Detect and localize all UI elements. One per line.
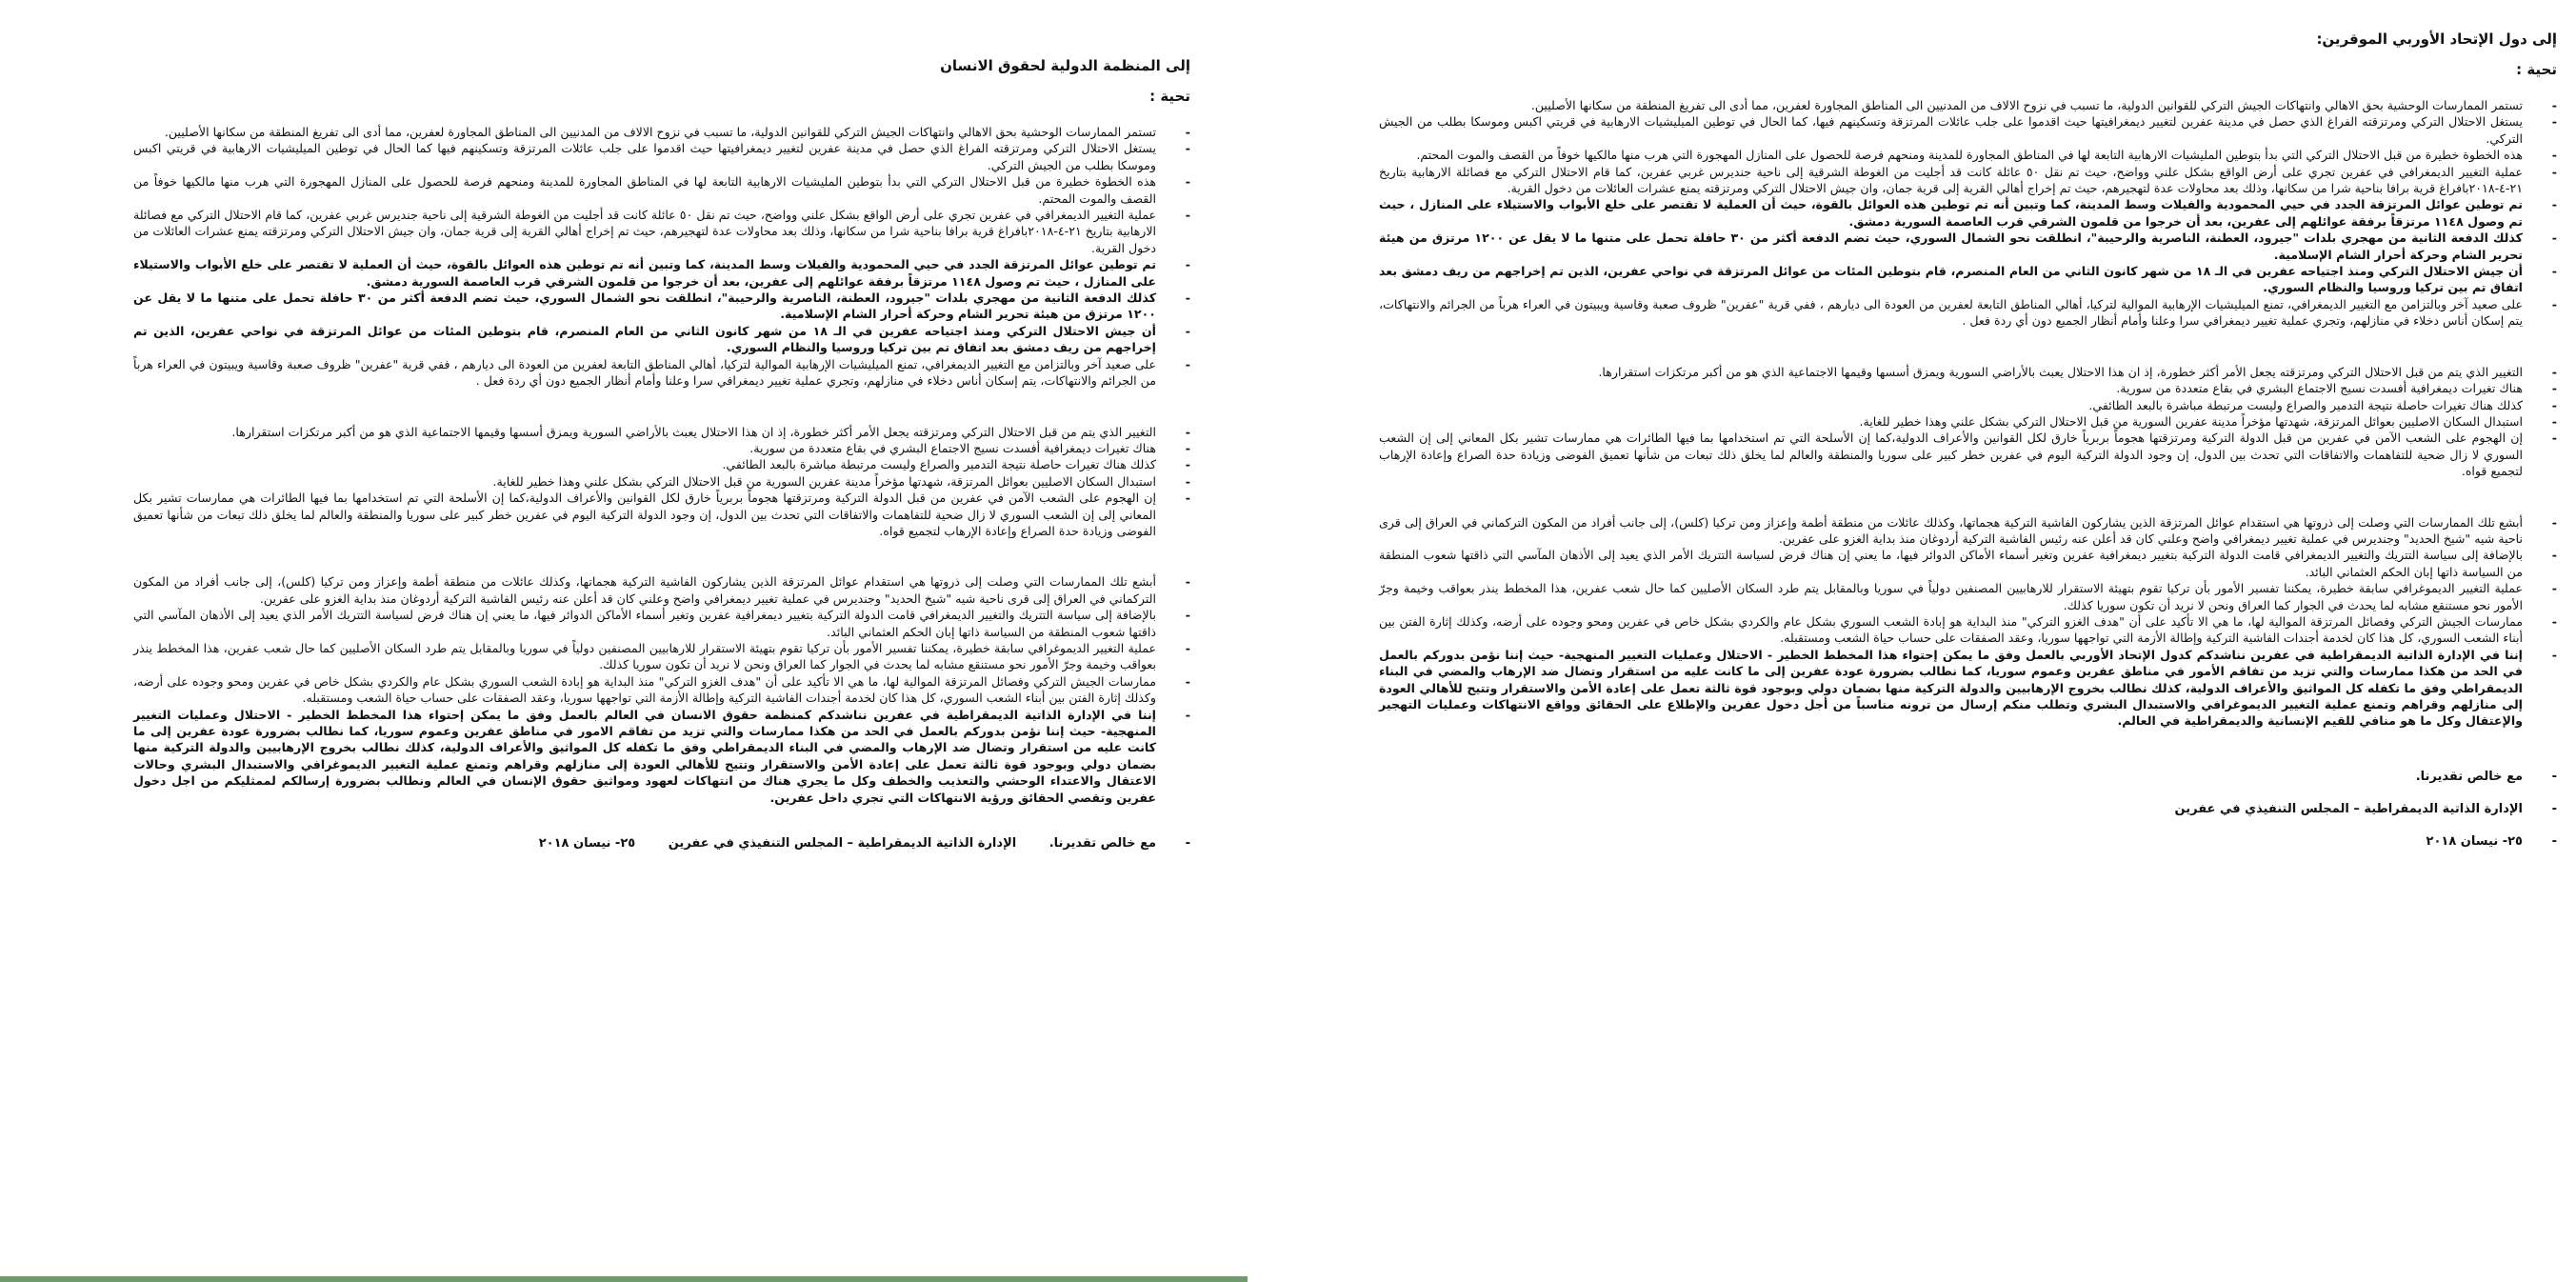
paragraph-item: - ممارسات الجيش التركي وفصائل المرتزقة الموالية لها، ما هي الا تأكيد على أن "هدف الغزو التركي" منذ البداية هو إبادة الشعب السوري بشكل عام والكردي بشكل خاص في عفرين ومحو وجوده على أرضه، وكذلك إثارة الفتن بين أبناء الشعب السوري، كل هذا كان لخدمة أجندات الفاشية التركية وإطالة الأزمة التي تواجهها سوريا، وعقد الصفقات على حساب حياة الشعب ومستقبله. bbox=[133, 673, 1190, 707]
paragraph-item: - استبدال السكان الاصليين بعوائل المرتزقة، شهدتها مؤخراً مدينة عفرين السورية من قبل الاحتلال التركي بشكل علني وهذا خطير للغاية. bbox=[1379, 413, 2557, 430]
paragraph-item: - إن الهجوم على الشعب الآمن في عفرين من قبل الدولة التركية ومرتزقتها هجوماً بربرياً خارق لكل القوانين والأعراف الدولية،كما إن الأسلحة التي تم استخدامها بما فيها الطائرات هي ممارسات تشير بكل المعاني إلى إن الشعب السوري لا زال ضحية للتفاهمات والاتفاقات التي تحدث بين الدول، إن وجود الدولة التركية اليوم في عفرين خطر كبير على سوريا والمنطقة والعالم لما يخلق ذلك تبعات من شأنها تعميق الفوضى وزيادة حدة الصراع وإعادة الإرهاب لتجميع قواه. bbox=[133, 490, 1190, 539]
paragraph-item: - عملية التغيير الديمغرافي في عفرين تجري على أرض الواقع بشكل علني وواضح، حيث تم نقل ٥٠ عائلة كانت قد أجليت من الغوطة الشرقية إلى ناحية جنديرس غربي عفرين، كما قام الاحتلال التركي مع فصائلة الارهابية بتاريخ ٢١-٤-٢٠١٨بافراغ قرية برافا بناحية شرا من سكانها، وذلك بعد محاولات عدة لتهجيرهم، حيث تم إخراج أهالي القرية إلى قرية جمان، وان جيش الاحتلال التركي ومرتزقته يمنع عشرات العائلات من دخول القرية. bbox=[133, 207, 1190, 256]
paragraph-list bbox=[133, 124, 1190, 390]
signature-date: ٢٥- نيسان ٢٠١٨ bbox=[538, 836, 636, 851]
paragraph-item: - كذلك الدفعة الثانية من مهجري بلدات "جيرود، العطنة، الناصرية والرحيبة"، انطلقت نحو الشمال السوري، حيث تضم الدفعة أكثر من ٣٠ حافلة تحمل على متنها ما لا يقل عن ١٢٠٠ مرتزق من هيئة تحرير الشام وحركة أحرار الشام الإسلامية. bbox=[1379, 230, 2557, 263]
paragraph-item: - بالإضافة إلى سياسة التتريك والتغيير الديمغرافي قامت الدولة التركية بتغيير ديمغرافية عفرين وتغير أسماء الأماكن الدوائر فيها، ما يعني إن هناك فرض لسياسة التتريك الأمر الذي يعيد إلى الأذهان المآسي التي ذاقتها شعوب المنطقة من السياسة ذاتها إبان الحكم العثماني البائد. bbox=[1379, 547, 2557, 580]
paragraph-item: - هذه الخطوة خطيرة من قبل الاحتلال التركي التي بدأ بتوطين المليشيات الارهابية التابعة لها في المناطق المجاورة للمدينة ومنحهم فرصة للحصول على المنازل المهجورة التي هرب منها مالكيها خوفاً من القصف والموت المحتم. bbox=[1379, 147, 2557, 163]
section-gap bbox=[1379, 480, 2557, 514]
paragraph-item: - يستغل الاحتلال التركي ومرتزقته الفراغ الذي حصل في مدينة عفرين لتغيير ديمغرافيتها حيث اقدموا على جلب عائلات المرتزقة وتسكينهم فيها كما الحال في توطين الميليشيات الارهابية في قريتي اكبس وموسكا بطلب من الجيش التركي. bbox=[133, 140, 1190, 173]
signature-thanks: - مع خالص تقديرنا. bbox=[1379, 768, 2557, 787]
paragraph-list bbox=[1379, 364, 2557, 480]
paragraph-item: - على صعيد آخر وبالتزامن مع التغيير الديمغرافي، تمنع الميليشيات الإرهابية الموالية لتركيا، أهالي المناطق التابعة لعفرين من العودة الى ديارهم ، ففي قرية "عفرين" ظروف صعبة وقاسية ويبيتون في العراء هرباً من الجرائم والانتهاكات، يتم إسكان أناس دخلاء في منازلهم، وتجري عملية تغيير ديمغرافي سرا وعلنا وأمام أنظار الجميع دون أي ردة فعل . bbox=[133, 356, 1190, 390]
paragraph-item: - تستمر الممارسات الوحشية بحق الاهالي وانتهاكات الجيش التركي للقوانين الدولية، ما تسبب في نزوح الالاف من المدنيين الى المناطق المجاورة لعفرين، مما أدى الى تفريغ المنطقة من سكانها الأصليين. bbox=[133, 124, 1190, 140]
section-gap bbox=[133, 390, 1190, 424]
paragraph-item: - على صعيد آخر وبالتزامن مع التغيير الديمغرافي، تمنع الميليشيات الإرهابية الموالية لتركيا، أهالي المناطق التابعة لعفرين من العودة الى ديارهم ، ففي قرية "عفرين" ظروف صعبة وقاسية ويبيتون في العراء هرباً من الجرائم والانتهاكات، يتم إسكان أناس دخلاء في منازلهم، وتجري عملية تغيير ديمغرافي سرا وعلنا وأمام أنظار الجميع دون أي ردة فعل . bbox=[1379, 296, 2557, 330]
addressee: إلى دول الإتحاد الأوربي الموقرين: bbox=[2316, 30, 2557, 48]
paragraph-item: - إننا في الإدارة الذاتية الديمقراطية في عفرين نناشدكم كمنظمة حقوق الانسان في العالم بالعمل وفق ما يمكن إحتواء هذا المخطط الخطير - الاحتلال وعمليات التغيير المنهجية- حيث إننا نؤمن بدوركم بالعمل في الحد من هكذا ممارسات والتي تزيد من تفاقم الامور في مناطق عفرين وعموم سوريا، كما نطالب بضرورة عودة عفرين إلى ما كانت عليه من استقرار وتضال ضد الإرهاب والمضي في البناء الديمقراطي وفق ما تكفله كل المواثيق والأعراف الدولية، كذلك نطالب بخروج الإرهابيين والدولة التركية منها بضمان دولي وبوجود قوة ثالثة تعمل على إعادة الأمن والاستقرار وتتيح للأهالي العودة إلى منازلهم وقراهم وتمنع عملية التغيير الديموغرافي والاستبدال البشري وحالات الاعتقال والاعتداء الوحشي والتعذيب والخطف وكل ما يجري هناك من انتهاكات لعهود ومواثيق حقوق الإنسان في العالم ونطالب بضرورة إرسالكم لممثليكم من اجل دخول عفرين وتقصي الحقائق ورؤية الانتهاكات التي تجري داخل عفرين. bbox=[133, 707, 1190, 806]
paragraph-item: - التغيير الذي يتم من قبل الاحتلال التركي ومرتزقته يجعل الأمر أكثر خطورة، إذ ان هذا الاحتلال يعبث بالأراضي السورية ويمزق أسسها وقيمها الاجتماعية الذي هو من أكبر مرتكزات استقرارها. bbox=[133, 424, 1190, 440]
paragraph-item: - عملية التغيير الديموغرافي سابقة خطيرة، يمكننا تفسير الأمور بأن تركيا تقوم بتهيئة الاستقرار للارهابيين المصنفين دولياً في سوريا وبالمقابل يتم طرد السكان الأصليين كما حال شعب عفرين، هذا المخطط ينذر بعواقب وخيمة وجرّ الأمور نحو مستنقع مشابه لما يحدث في الجوار كما العراق ونحن لا نريد أن تكون سوريا كذلك. bbox=[133, 640, 1190, 673]
signature-org: الإدارة الذاتية الديمقراطية – المجلس التنفيذي في عفرين bbox=[668, 836, 1017, 851]
paragraph-item: - إن الهجوم على الشعب الآمن في عفرين من قبل الدولة التركية ومرتزقتها هجوماً بربرياً خارق لكل القوانين والأعراف الدولية،كما إن الأسلحة التي تم استخدامها بما فيها الطائرات هي ممارسات تشير بكل المعاني إلى إن الشعب السوري لا زال ضحية للتفاهمات والاتفاقات التي تحدث بين الدول، إن وجود الدولة التركية اليوم في عفرين خطر كبير على سوريا والمنطقة والعالم لما يخلق ذلك تبعات من شأنها تعميق الفوضى وزيادة حدة الصراع وإعادة الإرهاب لتجميع قواه. bbox=[1379, 430, 2557, 479]
paragraph-list bbox=[1379, 514, 2557, 730]
paragraph-item: - أبشع تلك الممارسات التي وصلت إلى ذروتها هي استقدام عوائل المرتزقة الذين يشاركون الفاشية التركية هجماتها، وكذلك عائلات من منطقة أطمة وإعزاز ومن تركيا (كلس)، إلى جانب أفراد من المكون التركماني في العراق إلى قرى ناحية شيه "شيخ الحديد" وجنديرس في عملية تغيير ديمغرافي واضح وعلني كان قد أعلن عنه رئيس الفاشية التركية أردوغان منذ بداية الغزو على عفرين. bbox=[1379, 514, 2557, 548]
section-gap bbox=[1379, 330, 2557, 364]
signature-date: - ٢٥- نيسان ٢٠١٨ bbox=[1379, 832, 2557, 851]
paragraph-item: - كذلك الدفعة الثانية من مهجري بلدات "جيرود، العطنة، الناصرية والرحيبة"، انطلقت نحو الشمال السوري، حيث تضم الدفعة أكثر من ٣٠ حافلة تحمل على متنها ما لا يقل عن ١٢٠٠ مرتزق من هيئة تحرير الشام وحركة أحرار الشام الإسلامية. bbox=[133, 290, 1190, 323]
signature-line bbox=[133, 834, 1190, 853]
paragraph-item: - عملية التغيير الديمغرافي في عفرين تجري على أرض الواقع بشكل علني وواضح، حيث تم نقل ٥٠ عائلة كانت قد أجليت من الغوطة الشرقية إلى ناحية جنديرس غربي عفرين، كما قام الاحتلال التركي مع فصائلة الارهابية بتاريخ ٢١-٤-٢٠١٨بافراغ قرية برافا بناحية شرا من سكانها، وذلك بعد محاولات عدة لتهجيرهم، حيث تم إخراج أهالي القرية إلى قرية جمان، وان جيش الاحتلال التركي ومرتزقته يمنع عشرات العائلات من دخول القرية. bbox=[1379, 164, 2557, 197]
paragraph-item: - تستمر الممارسات الوحشية بحق الاهالي وانتهاكات الجيش التركي للقوانين الدولية، ما تسبب في نزوح الالاف من المدنيين الى المناطق المجاورة لعفرين، مما أدى الى تفريغ المنطقة من سكانها الأصليين. bbox=[1379, 97, 2557, 113]
paragraph-item: - أبشع تلك الممارسات التي وصلت إلى ذروتها هي استقدام عوائل المرتزقة الذين يشاركون الفاشية التركية هجماتها، وكذلك عائلات من منطقة أطمة وإعزاز ومن تركيا (كلس)، إلى جانب أفراد من المكون التركماني في العراق إلى قرى ناحية شيه "شيخ الحديد" وجنديرس في عملية تغيير ديمغرافي واضح وعلني كان قد أعلن عنه رئيس الفاشية التركية أردوغان منذ بداية الغزو على عفرين. bbox=[133, 573, 1190, 607]
paragraph-list bbox=[133, 573, 1190, 806]
paragraph-item: - هذه الخطوة خطيرة من قبل الاحتلال التركي التي بدأ بتوطين المليشيات الارهابية التابعة لها في المناطق المجاورة للمدينة ومنحهم فرصة للحصول على المنازل المهجورة التي هرب منها مالكيها خوفاً من القصف والموت المحتم. bbox=[133, 173, 1190, 207]
paragraph-item: - التغيير الذي يتم من قبل الاحتلال التركي ومرتزقته يجعل الأمر أكثر خطورة، إذ ان هذا الاحتلال يعبث بالأراضي السورية ويمزق أسسها وقيمها الاجتماعية الذي هو من أكبر مرتكزات استقرارها. bbox=[1379, 364, 2557, 380]
paragraph-item: - أن جيش الاحتلال التركي ومنذ اجتياحه عفرين في الـ ١٨ من شهر كانون الثاني من العام المنصرم، قام بتوطين المئات من عوائل المرتزقة في نواحي عفرين، الذين تم إخراجهم من ريف دمشق بعد اتفاق تم بين تركيا وروسيا والنظام السوري. bbox=[133, 323, 1190, 356]
paragraph-item: - ممارسات الجيش التركي وفصائل المرتزقة الموالية لها، ما هي الا تأكيد على أن "هدف الغزو التركي" منذ البداية هو إبادة الشعب السوري بشكل عام والكردي بشكل خاص في عفرين ومحو وجوده على أرضه، وكذلك إثارة الفتن بين أبناء الشعب السوري، كل هذا كان لخدمة أجندات الفاشية التركية وإطالة الأزمة التي تواجهها سوريا، وعقد الصفقات على حساب حياة الشعب ومستقبله. bbox=[1379, 613, 2557, 647]
signature-thanks: مع خالص تقديرنا. bbox=[1048, 836, 1156, 851]
page-separator bbox=[1248, 0, 1255, 1282]
section-gap bbox=[133, 539, 1190, 573]
letter-page-eu bbox=[1255, 0, 2576, 1282]
paragraph-item: - هناك تغيرات ديمغرافية أفسدت نسيج الاجتماع البشري في بقاع متعددة من سورية. bbox=[133, 440, 1190, 456]
addressee: إلى المنظمة الدولية لحقوق الانسان bbox=[940, 57, 1190, 74]
greeting: تحية : bbox=[2516, 61, 2557, 78]
signature-org: - الإدارة الذاتية الديمقراطية – المجلس التنفيذي في عفرين bbox=[1379, 800, 2557, 819]
paragraph-item: - تم توطين عوائل المرتزقة الجدد في حيي المحمودية والفيلات وسط المدينة، كما وتبين أنه تم توطين هذه العوائل بالقوة، حيث أن العملية لا تقتصر على خلع الأبواب والاستيلاء على المنازل ، حيث تم وصول ١١٤٨ مرتزقاً برفقة عوائلهم إلى عفرين، بعد أن خرجوا من قلمون الشرقي قرب العاصمة السورية دمشق. bbox=[1379, 196, 2557, 230]
paragraph-item: - بالإضافة إلى سياسة التتريك والتغيير الديمغرافي قامت الدولة التركية بتغيير ديمغرافية عفرين وتغير أسماء الأماكن الدوائر فيها، ما يعني إن هناك فرض لسياسة التتريك الأمر الذي يعيد إلى الأذهان المآسي التي ذاقتها شعوب المنطقة من السياسة ذاتها إبان الحكم العثماني البائد. bbox=[133, 607, 1190, 640]
greeting: تحية : bbox=[1149, 88, 1190, 105]
paragraph-item: - عملية التغيير الديموغرافي سابقة خطيرة، يمكننا تفسير الأمور بأن تركيا تقوم بتهيئة الاستقرار للارهابيين المصنفين دولياً في سوريا وبالمقابل يتم طرد السكان الأصليين كما حال شعب عفرين، هذا المخطط ينذر بعواقب وخيمة وجرّ الأمور نحو مستنقع مشابه لما يحدث في الجوار كما العراق ونحن لا نريد أن تكون سوريا كذلك. bbox=[1379, 580, 2557, 613]
letter-body bbox=[1379, 29, 2557, 851]
paragraph-item: - إننا في الإدارة الذاتية الديمقراطية في عفرين نناشدكم كدول الإتحاد الأوربي بالعمل وفق ما يمكن إحتواء هذا المخطط الخطير - الاحتلال وعمليات التغيير المنهجية- حيث إننا نؤمن بدوركم بالعمل في الحد من هكذا ممارسات والتي تزيد من تفاقم الأمور في مناطق عفرين وعموم سوريا، كما نطالب بضرورة عودة عفرين إلى ما كانت عليه من استقرار وتضال ضد الإرهاب والمضي في البناء الديمقراطي وفق ما تكفله كل المواثيق والأعراف الدولية، كذلك نطالب بخروج الإرهابيين والدولة التركية منها بضمان دولي وبوجود قوة ثالثة تعمل على إعادة الأمن والاستقرار وتتيح للأهالي العودة إلى منازلهم وقراهم وتمنع عملية التغيير الديموغرافي والاستبدال البشري وتطلب منكم إرسال من ترونه مناسباً من أجل دخول عفرين والإطلاع على الحقائق وواقع الانتهاكات وعمليات التهجير والإعتقال وكل ما هو منافي للقيم الإنسانية والديمقراطية في العالم. bbox=[1379, 647, 2557, 730]
paragraph-list bbox=[133, 424, 1190, 540]
letter-body bbox=[133, 55, 1190, 853]
paragraph-item: - كذلك هناك تغيرات حاصلة نتيجة التدمير والصراع وليست مرتبطة مباشرة بالبعد الطائفي. bbox=[133, 456, 1190, 472]
letter-page-human-rights bbox=[0, 0, 1248, 1282]
paragraph-item: - كذلك هناك تغيرات حاصلة نتيجة التدمير والصراع وليست مرتبطة مباشرة بالبعد الطائفي. bbox=[1379, 397, 2557, 413]
paragraph-item: - تم توطين عوائل المرتزقة الجدد في حيي المحمودية والفيلات وسط المدينة، كما وتبين أنه تم توطين هذه العوائل بالقوة، حيث أن العملية لا تقتصر على خلع الأبواب والاستيلاء على المنازل ، حيث تم وصول ١١٤٨ مرتزقاً برفقة عوائلهم إلى عفرين، بعد أن خرجوا من قلمون الشرقي قرب العاصمة السورية دمشق. bbox=[133, 256, 1190, 290]
paragraph-item: - هناك تغيرات ديمغرافية أفسدت نسيج الاجتماع البشري في بقاع متعددة من سورية. bbox=[1379, 380, 2557, 396]
paragraph-item: - أن جيش الاحتلال التركي ومنذ اجتياحه عفرين في الـ ١٨ من شهر كانون الثاني من العام المنصرم، قام بتوطين المئات من عوائل المرتزقة في نواحي عفرين، الذين تم إخراجهم من ريف دمشق بعد اتفاق تم بين تركيا وروسيا والنظام السوري. bbox=[1379, 263, 2557, 296]
paragraph-list bbox=[1379, 97, 2557, 330]
paragraph-item: - استبدال السكان الاصليين بعوائل المرتزقة، شهدتها مؤخراً مدينة عفرين السورية من قبل الاحتلال التركي بشكل علني وهذا خطير للغاية. bbox=[133, 473, 1190, 490]
paragraph-item: - يستغل الاحتلال التركي ومرتزقته الفراغ الذي حصل في مدينة عفرين لتغيير ديمغرافيتها حيث اقدموا على جلب عائلات المرتزقة وتسكينهم فيها، كما الحال في توطين الميليشيات الارهابية في قريتي اكبس وموسكا بطلب من الجيش التركي. bbox=[1379, 113, 2557, 147]
